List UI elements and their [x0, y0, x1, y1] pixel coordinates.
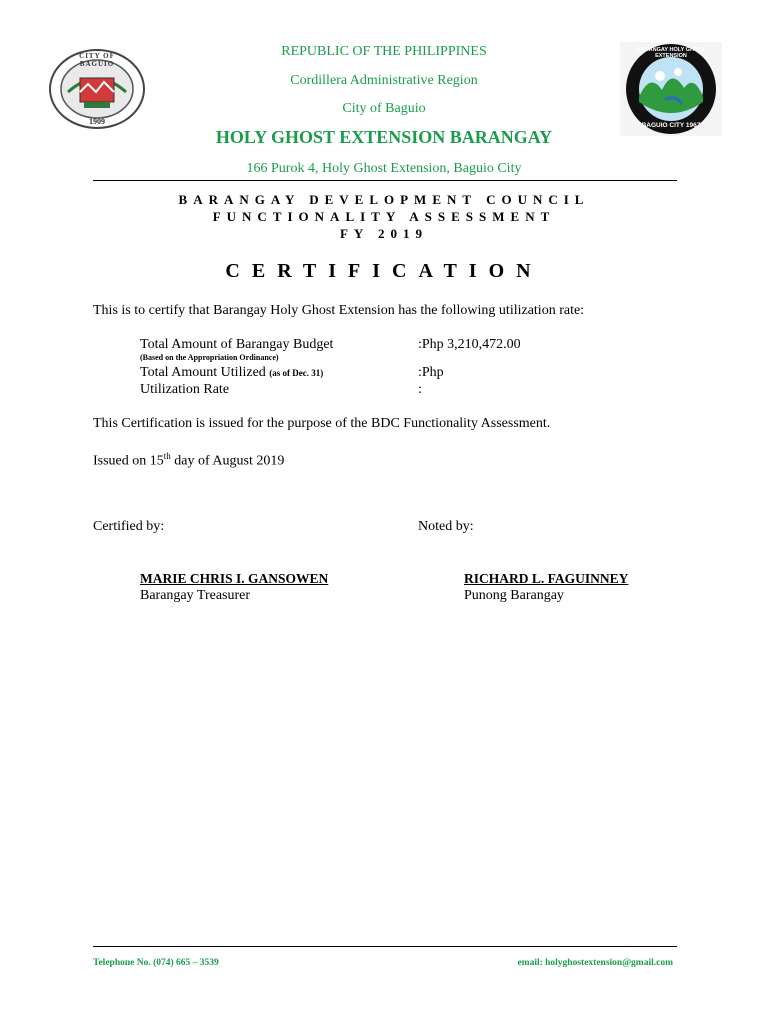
intro-text: This is to certify that Barangay Holy Ghost Extension has the following utilization rate: — [93, 303, 585, 318]
issued-prefix: Issued on 15 — [93, 453, 164, 469]
footer-telephone: Telephone No. (074) 665 – 3539 — [93, 958, 219, 968]
right-seal-text-top: BARANGAY HOLY GHOST EXTENSION — [636, 47, 706, 59]
utilized-label-text: Total Amount Utilized — [140, 365, 266, 380]
rate-value: : — [418, 382, 422, 397]
signatory2-title: Punong Barangay — [464, 588, 564, 603]
rate-label: Utilization Rate — [140, 382, 230, 397]
header-republic: REPUBLIC OF THE PHILIPPINES — [281, 44, 487, 59]
utilized-note: (as of Dec. 31) — [269, 368, 324, 378]
budget-note: (Based on the Appropriation Ordinance) — [140, 353, 279, 362]
header-city: City of Baguio — [342, 101, 426, 116]
issued-suffix: day of August 2019 — [170, 453, 285, 469]
utilized-label — [140, 365, 323, 381]
budget-label: Total Amount of Barangay Budget — [140, 337, 334, 352]
signatory1-name: MARIE CHRIS I. GANSOWEN — [140, 571, 329, 586]
issued-sup: th — [163, 451, 171, 461]
city-of-baguio-seal — [48, 48, 146, 130]
issued-date — [93, 451, 284, 470]
header-region: Cordillera Administrative Region — [290, 73, 478, 88]
footer-email: email: holyghostextension@gmail.com — [517, 958, 673, 968]
fiscal-year: FY 2019 — [339, 226, 429, 241]
council-title: BARANGAY DEVELOPMENT COUNCIL — [178, 192, 590, 207]
certification-title: CERTIFICATION — [225, 260, 543, 282]
budget-value: :Php 3,210,472.00 — [418, 337, 521, 352]
header-address: 166 Purok 4, Holy Ghost Extension, Baguio City — [246, 161, 522, 176]
utilized-value: :Php — [418, 365, 444, 380]
assessment-title: FUNCTIONALITY ASSESSMENT — [212, 209, 556, 224]
left-seal-text: CITY OF BAGUIO — [79, 52, 115, 68]
footer-divider — [93, 946, 677, 947]
signatory2-name: RICHARD L. FAGUINNEY — [464, 571, 629, 586]
signatory1-title: Barangay Treasurer — [140, 588, 251, 603]
header-divider — [93, 180, 677, 181]
right-seal-text-bottom: BAGUIO CITY 1967 — [641, 122, 701, 129]
header-barangay: HOLY GHOST EXTENSION BARANGAY — [215, 127, 553, 147]
purpose-text: This Certification is issued for the purpose of the BDC Functionality Assessment. — [93, 416, 551, 431]
left-seal-year: 1909 — [89, 117, 105, 126]
certified-by-label: Certified by: — [93, 519, 165, 534]
noted-by-label: Noted by: — [418, 519, 474, 534]
